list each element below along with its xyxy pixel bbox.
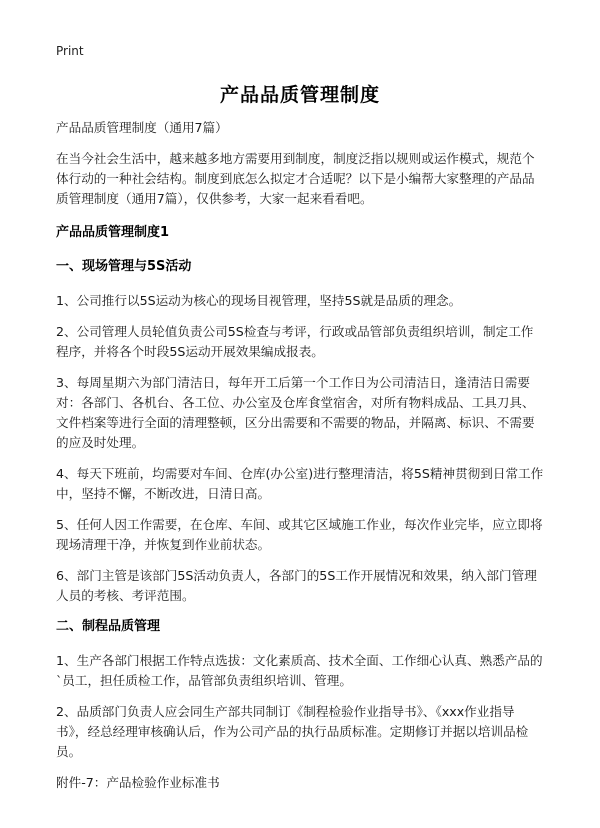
print-label: Print xyxy=(56,44,84,58)
document-title: 产品品质管理制度 xyxy=(219,84,380,106)
part2-item: 1、生产各部门根据工作特点选拔：文化素质高、技术全面、工作细心认真、熟悉产品的`员工，担任质检工作，品管部负责组织培训、管理。 xyxy=(56,653,543,688)
part1-item: 6、部门主管是该部门5S活动负责人，各部门的5S工作开展情况和效果，纳入部门管理人员的考核、考评范围。 xyxy=(56,568,537,603)
part1-item: 3、每周星期六为部门清洁日，每年开工后第一个工作日为公司清洁日，逢清洁日需要对：各部门、各机台、各工位、办公室及仓库食堂宿舍，对所有物料成品、工具刀具、文件档案等进行全面的清理整顿，区分出需要和不需要的物品，并隔离、标识、不需要的应及时处理。 xyxy=(56,375,535,450)
part1-item: 1、公司推行以5S运动为核心的现场目视管理，坚持5S就是品质的理念。 xyxy=(56,293,462,308)
part1-item: 4、每天下班前，均需要对车间、仓库(办公室)进行整理清洁，将5S精神贯彻到日常工作中，坚持不懈，不断改进，日清日高。 xyxy=(56,466,544,501)
part2-heading: 二、制程品质管理 xyxy=(56,619,161,634)
document-body xyxy=(56,118,544,804)
attachment-line: 附件-7：产品检验作业标准书 xyxy=(56,775,220,790)
section-heading: 产品品质管理制度1 xyxy=(56,225,170,240)
part1-heading: 一、现场管理与5S活动 xyxy=(56,259,192,274)
intro-paragraph: 在当今社会生活中，越来越多地方需要用到制度，制度泛指以规则或运作模式，规范个体行动的一种社会结构。制度到底怎么拟定才合适呢？以下是小编帮大家整理的产品品质管理制度（通用7篇），仅供参考，大家一起来看看吧。 xyxy=(56,151,535,206)
part2-item: 2、品质部门负责人应会同生产部共同制订《制程检验作业指导书》、《xxx作业指导书》，经总经理审核确认后，作为公司产品的执行品质标准。定期修订并据以培训品检员。 xyxy=(56,704,529,759)
document-subtitle: 产品品质管理制度（通用7篇） xyxy=(56,120,228,135)
part1-item: 2、公司管理人员轮值负责公司5S检查与考评，行政或品管部负责组织培训，制定工作程序，并将各个时段5S运动开展效果编成报表。 xyxy=(56,324,534,359)
part1-item: 5、任何人因工作需要，在仓库、车间、或其它区域施工作业，每次作业完毕，应立即将现场清理干净，并恢复到作业前状态。 xyxy=(56,517,543,552)
